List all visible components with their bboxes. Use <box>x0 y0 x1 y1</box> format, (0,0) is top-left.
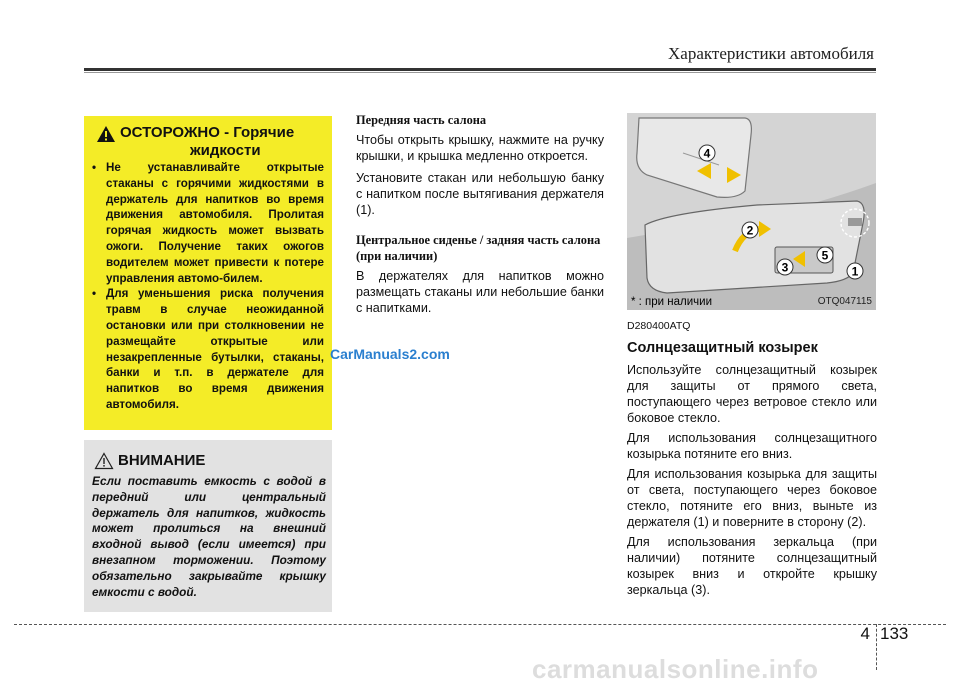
callout-4: 4 <box>703 146 711 161</box>
watermark-bottom: carmanualsonline.info <box>532 654 819 684</box>
section-subheading: Солнцезащитный козырек <box>627 340 818 356</box>
notice-box <box>84 440 332 612</box>
notice-warning-icon <box>94 452 114 470</box>
sunvisor-section <box>627 318 877 602</box>
notice-title: ВНИМАНИЕ <box>118 452 206 469</box>
section-heading-rear: Центральное сиденье / задняя часть салона (при наличии) <box>356 233 601 263</box>
notice-body: Если поставить емкость с водой в передний или центральный держатель для напитков, жидкость может пролиться на внешний входной вывод (если имеется) при внезапном торможении. Поэтому обязательно закрывайте крышку емкости с водой. <box>92 474 326 599</box>
figure-code: OTQ047115 <box>817 296 872 307</box>
watermark-top: CarManuals2.com <box>330 346 450 362</box>
callout-1: 1 <box>851 264 859 279</box>
footer-rule <box>14 624 946 625</box>
paragraph: Чтобы открыть крышку, нажмите на ручку крышки, и крышка медленно откроется. <box>356 133 604 163</box>
paragraph: Используйте солнцезащитный козырек для защиты от прямого света, поступающего через ветровое стекло или боковое стекло. <box>627 363 877 425</box>
caution-item: • Для уменьшения риска получения травм в случае неожиданной остановки или при столкновении не размещайте открытые или незакрепленные бутылки, стаканы, банки и т.п. в держателе для напитков во время движения автомобиля. <box>92 287 324 411</box>
page-header-title: Характеристики автомобиля <box>668 44 874 63</box>
paragraph: В держателях для напитков можно размещать стаканы или небольшие банки с напитками. <box>356 269 604 315</box>
callout-5: 5 <box>821 248 829 263</box>
warning-icon <box>96 125 116 143</box>
chapter-number: 4 <box>860 624 870 643</box>
sunvisor-drawing <box>627 113 876 310</box>
sunvisor-illustration <box>627 113 876 310</box>
cupholder-section <box>356 112 604 322</box>
caution-item-text: Для уменьшения риска получения травм в случае неожиданной остановки или при столкновении не размещайте открытые или незакрепленные бутылки, стаканы, банки и т.п. в держателе для напитков во время движения автомобиля. <box>106 287 324 411</box>
header-rule <box>84 68 876 71</box>
callout-3: 3 <box>781 260 789 275</box>
page-number-value: 133 <box>880 624 909 643</box>
caution-item-text: Не устанавливайте открытые стаканы с горячими жидкостями в держатель для напитков во время движения автомобиля. Пролитая горячая жидкость может вызвать ожоги. Получение таких ожогов водителем может привести к потере управления автомо-билем. <box>106 161 324 285</box>
caution-item: • Не устанавливайте открытые стаканы с горячими жидкостями в держатель для напитков во время движения автомобиля. Пролитая горячая жидкость может вызвать ожоги. Получение таких ожогов водителем может привести к потере управления автомо-билем. <box>92 161 324 285</box>
callout-2: 2 <box>746 223 754 238</box>
section-heading-front: Передняя часть салона <box>356 113 487 127</box>
paragraph: Установите стакан или небольшую банку с напитком после вытягивания держателя (1). <box>356 171 604 217</box>
paragraph: Для использования солнцезащитного козырька потяните его вниз. <box>627 431 877 461</box>
figure-note: * : при наличии <box>631 296 713 308</box>
caution-title <box>120 124 294 160</box>
paragraph: Для использования козырька для защиты от света, поступающего через боковое стекло, потяните его вниз, выньте из держателя (1) и поверните в сторону (2). <box>627 467 877 529</box>
caution-title-line1: ОСТОРОЖНО - Горячие <box>120 124 295 141</box>
caution-list <box>90 160 324 413</box>
page-number <box>840 624 908 644</box>
paragraph: Для использования зеркальца (при наличии) потяните солнцезащитный козырек вниз и откройте крышку зеркальца (3). <box>627 535 877 597</box>
caution-title-line2: жидкости <box>190 142 261 159</box>
caution-box <box>84 116 332 430</box>
header-rule-thin <box>84 72 876 73</box>
section-code: D280400ATQ <box>627 320 691 332</box>
